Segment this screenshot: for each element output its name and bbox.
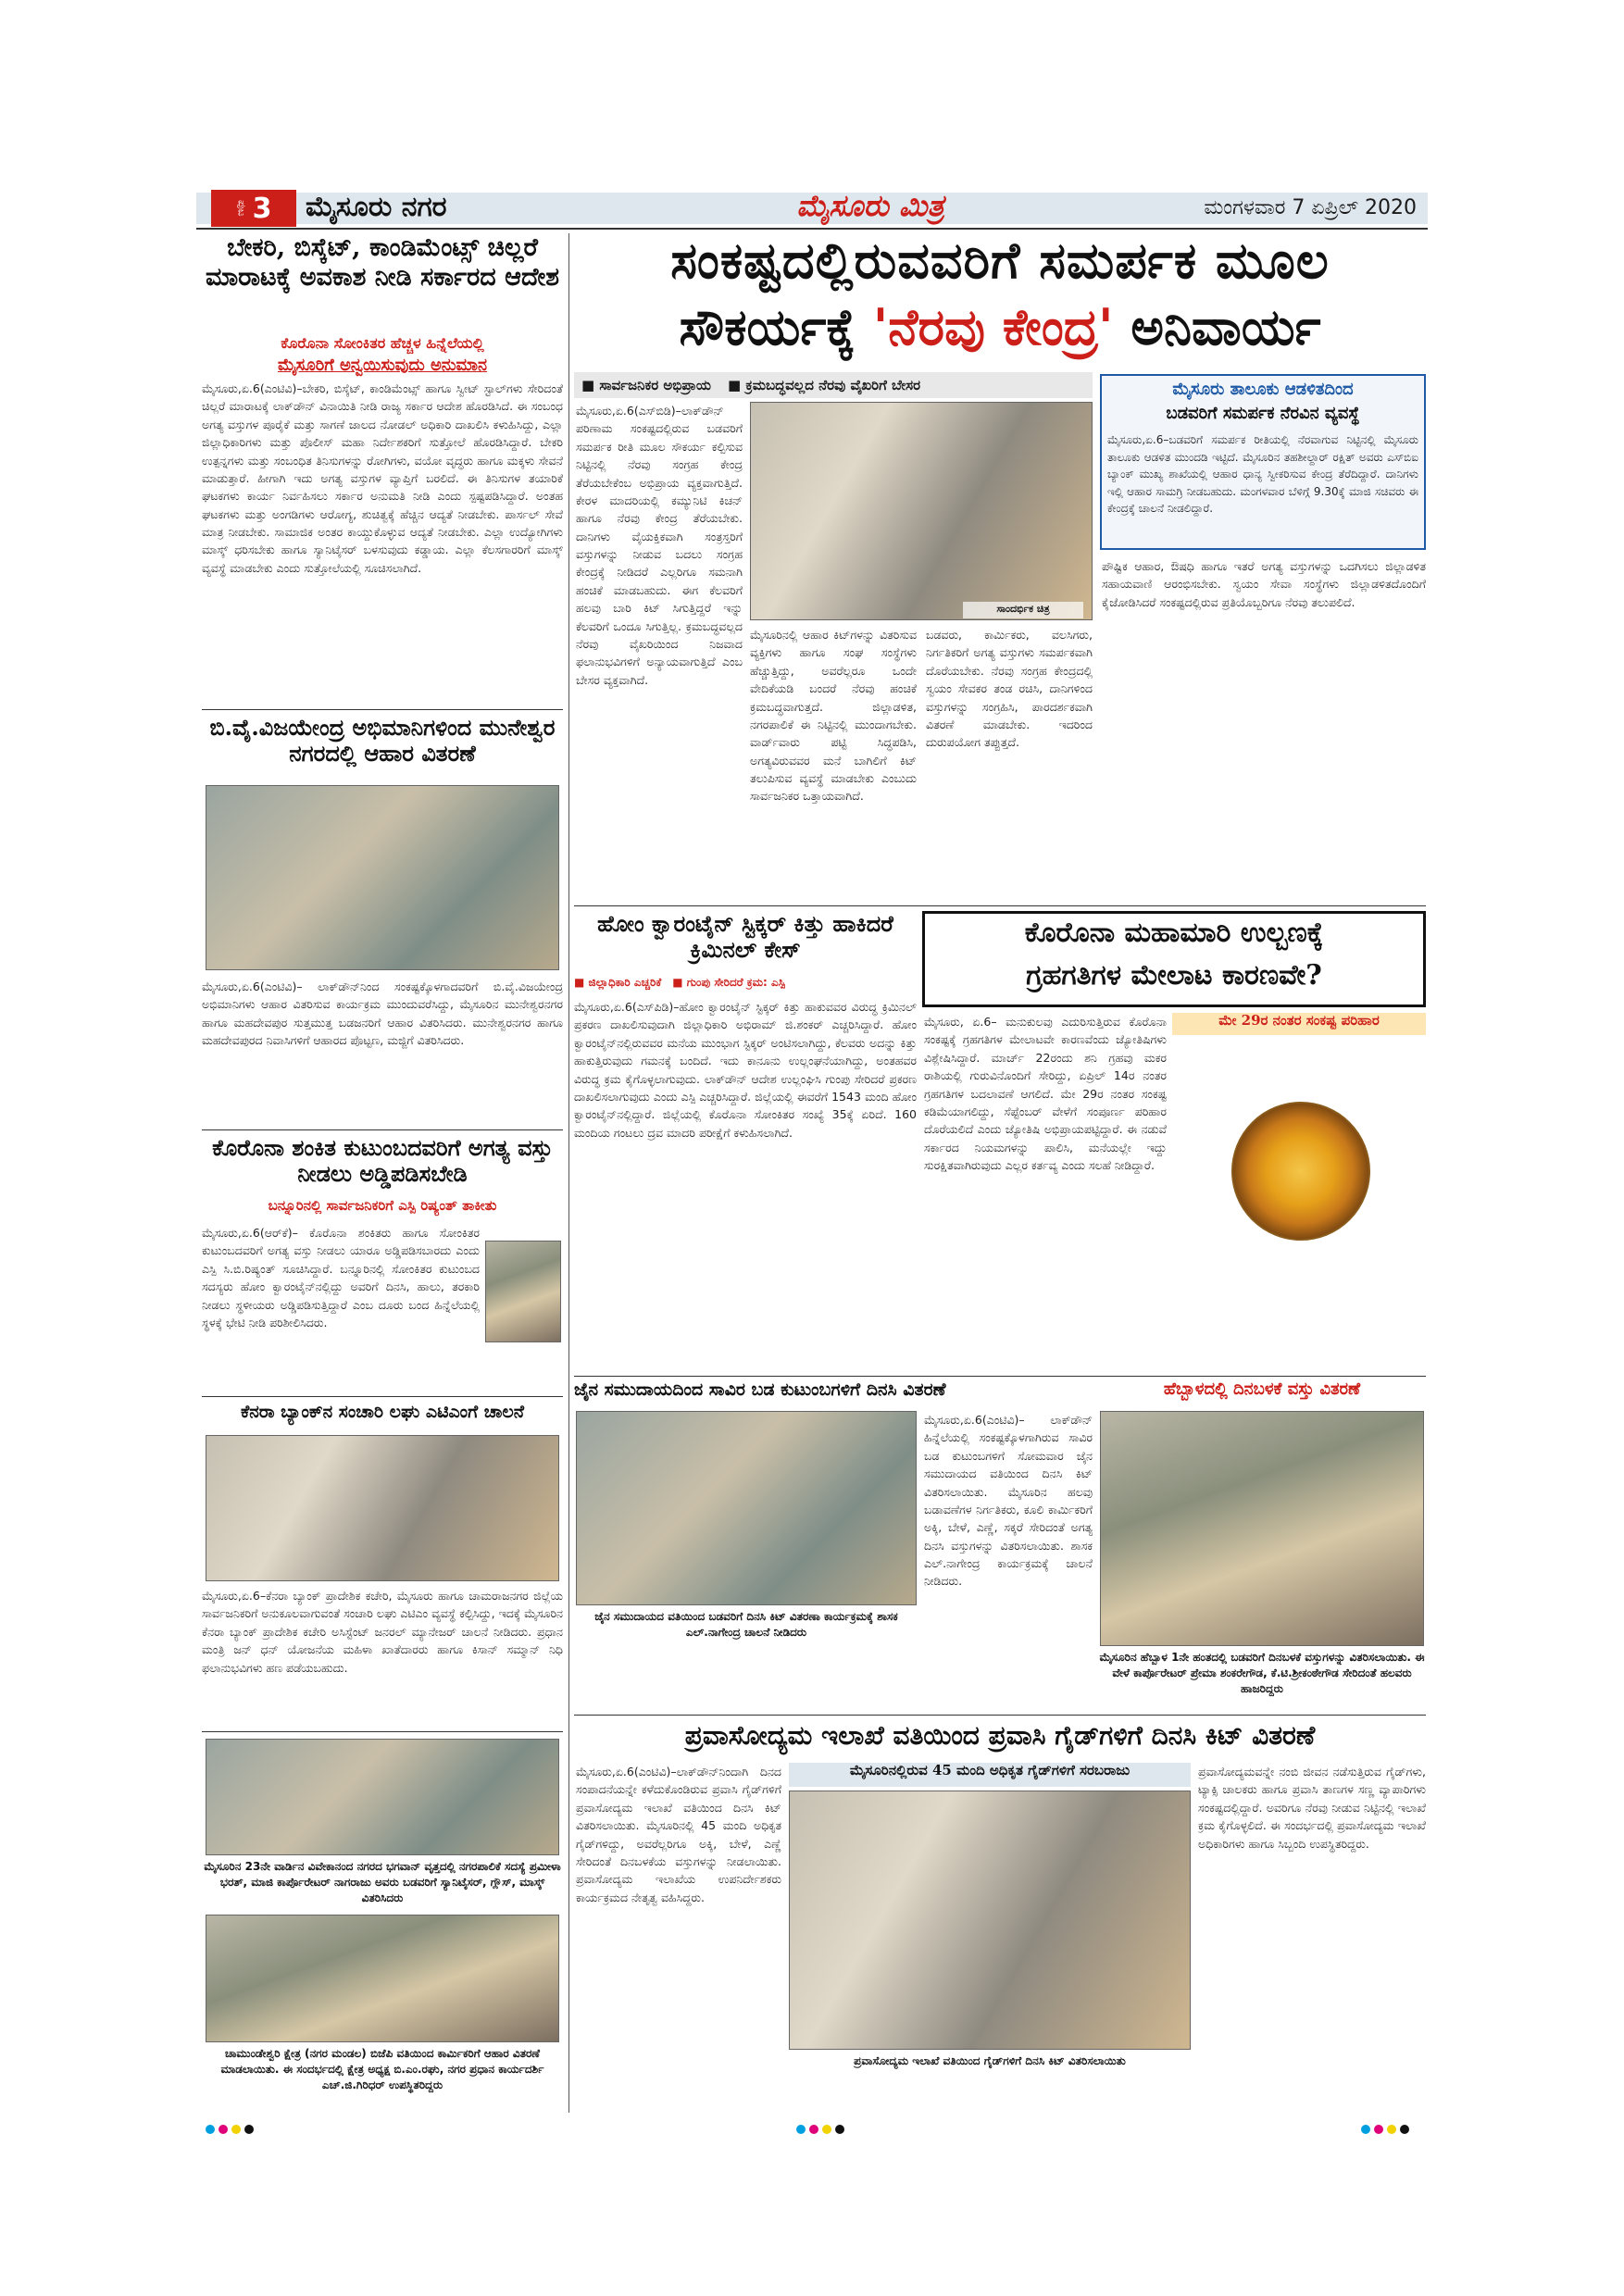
banner-col-4: ಪೌಷ್ಟಿಕ ಆಹಾರ, ಔಷಧಿ ಹಾಗೂ ಇತರೆ ಅಗತ್ಯ ವಸ್ತುಗಳನ್ನು ಒದಗಿಸಲು ಜಿಲ್ಲಾಡಳಿತ ಸಹಾಯವಾಣಿ ಆರಂಭಿಸಬೇಕು. ಸ್ವಯಂ ಸೇವಾ ಸಂಸ್ಥೆಗಳು ಜಿಲ್ಲಾಡಳಿತದೊಂದಿಗೆ ಕೈಜೋಡಿಸಿದರೆ ಸಂಕಷ್ಟದಲ್ಲಿರುವ ಪ್ರತಿಯೊಬ್ಬರಿಗೂ ನೆರವು ತಲುಪಲಿದೆ.	[1102, 559, 1426, 609]
banner-col-1: ಮೈಸೂರು,ಏ.6(ಎಸ್‌ಬಿಡಿ)–ಲಾಕ್‌ಡೌನ್ ಪರಿಣಾಮ ಸಂಕಷ್ಟದಲ್ಲಿರುವ ಬಡವರಿಗೆ ಸಮರ್ಪಕ ರೀತಿ ಮೂಲ ಸೌಕರ್ಯ ಕಲ್ಪಿಸುವ ನಿಟ್ಟಿನಲ್ಲಿ ನೆರವು ಸಂಗ್ರಹ ಕೇಂದ್ರ ತೆರೆಯಬೇಕೆಂಬ ಅಭಿಪ್ರಾಯ ವ್ಯಕ್ತವಾಗುತ್ತಿದೆ. ಕೇರಳ ಮಾದರಿಯಲ್ಲಿ ಕಮ್ಯುನಿಟಿ ಕಿಚನ್ ಹಾಗೂ ನೆರವು ಕೇಂದ್ರ ತೆರೆಯಬೇಕು. ದಾನಿಗಳು ವೈಯಕ್ತಿಕವಾಗಿ ಸಂತ್ರಸ್ತರಿಗೆ ವಸ್ತುಗಳನ್ನು ನೀಡುವ ಬದಲು ಸಂಗ್ರಹ ಕೇಂದ್ರಕ್ಕೆ ನೀಡಿದರೆ ಎಲ್ಲರಿಗೂ ಸಮನಾಗಿ ಹಂಚಿಕೆ ಮಾಡಬಹುದು. ಈಗ ಕೆಲವರಿಗೆ ಹಲವು ಬಾರಿ ಕಿಟ್ ಸಿಗುತ್ತಿದ್ದರೆ ಇನ್ನು ಕೆಲವರಿಗೆ ಒಂದೂ ಸಿಗುತ್ತಿಲ್ಲ. ಕ್ರಮಬದ್ಧವಲ್ಲದ ನೆರವು ವೈಖರಿಯಿಂದ ನಿಜವಾದ ಫಲಾನುಭವಿಗಳಿಗೆ ಅನ್ಯಾಯವಾಗುತ್ತಿದೆ ಎಂಬ ಬೇಸರ ವ್ಯಕ್ತವಾಗಿದೆ.	[576, 404, 743, 687]
canara-headline: ಕೆನರಾ ಬ್ಯಾಂಕ್‌ನ ಸಂಚಾರಿ ಲಘು ಎಟಿಎಂಗೆ ಚಾಲನೆ	[240, 1402, 525, 1422]
bakery-subhead-1: ಕೊರೊನಾ ಸೋಂಕಿತರ ಹೆಚ್ಚಳ ಹಿನ್ನೆಲೆಯಲ್ಲಿ	[281, 334, 484, 352]
bjp-food-photo-caption: ಚಾಮುಂಡೇಶ್ವರಿ ಕ್ಷೇತ್ರ (ನಗರ ಮಂಡಲ) ಬಿಜೆಪಿ ವತಿಯಿಂದ ಕಾರ್ಮಿಕರಿಗೆ ಆಹಾರ ವಿತರಣೆ ಮಾಡಲಾಯಿತು. ಈ ಸಂದರ್ಭದಲ್ಲಿ ಕ್ಷೇತ್ರ ಅಧ್ಯಕ್ಷ ಬಿ.ಎಂ.ರಘು, ನಗರ ಪ್ರಧಾನ ಕಾರ್ಯದರ್ಶಿ ಎಚ್.ಜಿ.ಗಿರಿಧರ್ ಉಪಸ್ಥಿತರಿದ್ದರು	[220, 2047, 544, 2091]
hebbal-photo-caption: ಮೈಸೂರಿನ ಹೆಬ್ಬಾಳ 1ನೇ ಹಂತದಲ್ಲಿ ಬಡವರಿಗೆ ದಿನಬಳಕೆ ವಸ್ತುಗಳನ್ನು ವಿತರಿಸಲಾಯಿತು. ಈ ವೇಳೆ ಕಾರ್ಪೊರೇಟರ್ ಪ್ರೇಮಾ ಶಂಕರೇಗೌಡ, ಕೆ.ಟಿ.ಶ್ರೀಕಂಠೇಗೌಡ ಸೇರಿದಂತೆ ಹಲವರು ಹಾಜರಿದ್ದರು	[1099, 1651, 1425, 1695]
banner-kicker-1: ■ ಸಾರ್ವಜನಿಕರ ಅಭಿಪ್ರಾಯ	[581, 377, 711, 393]
jain-photo-caption: ಜೈನ ಸಮುದಾಯದ ವತಿಯಿಂದ ಬಡವರಿಗೆ ದಿನಸಿ ಕಿಟ್ ವಿತರಣಾ ಕಾರ್ಯಕ್ರಮಕ್ಕೆ ಶಾಸಕ ಎಲ್.ನಾಗೇಂದ್ರ ಚಾಲನೆ ನೀಡಿದರು	[594, 1610, 898, 1639]
astro-headline-2: ಗ್ರಹಗತಿಗಳ ಮೇಲಾಟ ಕಾರಣವೇ?	[1026, 959, 1322, 992]
reg-dot-cyan	[206, 2125, 215, 2134]
page-number: 3	[252, 192, 272, 225]
tourism-body-2: ಪ್ರವಾಸೋದ್ಯಮವನ್ನೇ ನಂಬಿ ಜೀವನ ನಡೆಸುತ್ತಿರುವ ಗೈಡ್‌ಗಳು, ಟ್ಯಾಕ್ಸಿ ಚಾಲಕರು ಹಾಗೂ ಪ್ರವಾಸಿ ತಾಣಗಳ ಸಣ್ಣ ವ್ಯಾಪಾರಿಗಳು ಸಂಕಷ್ಟದಲ್ಲಿದ್ದಾರೆ. ಅವರಿಗೂ ನೆರವು ನೀಡುವ ನಿಟ್ಟಿನಲ್ಲಿ ಇಲಾಖೆ ಕ್ರಮ ಕೈಗೊಳ್ಳಲಿದೆ. ಈ ಸಂದರ್ಭದಲ್ಲಿ ಪ್ರವಾಸೋದ್ಯಮ ಇಲಾಖೆ ಅಧಿಕಾರಿಗಳು ಹಾಗೂ ಸಿಬ್ಬಂದಿ ಉಪಸ್ಥಿತರಿದ್ದರು.	[1198, 1765, 1426, 1851]
quarantine-kicker-1: ■ ಜಿಲ್ಲಾಧಿಕಾರಿ ಎಚ್ಚರಿಕೆ	[574, 976, 662, 989]
banner-photo-caption: ಸಾಂದರ್ಭಿಕ ಚಿತ್ರ	[963, 602, 1083, 618]
vijayendra-photo	[206, 785, 559, 970]
registration-marks-center	[796, 2120, 870, 2131]
quarantine-body: ಮೈಸೂರು,ಏ.6(ಎಸ್‌ಪಿಡಿ)–ಹೋಂ ಕ್ವಾರಂಟೈನ್ ಸ್ಟಿಕ್ಕರ್ ಕಿತ್ತು ಹಾಕುವವರ ವಿರುದ್ಧ ಕ್ರಿಮಿನಲ್ ಪ್ರಕರಣ ದಾಖಲಿಸುವುದಾಗಿ ಜಿಲ್ಲಾಧಿಕಾರಿ ಅಭಿರಾಮ್ ಜಿ.ಶಂಕರ್ ಎಚ್ಚರಿಸಿದ್ದಾರೆ. ಹೋಂ ಕ್ವಾರಂಟೈನ್‌ನಲ್ಲಿರುವವರ ಮನೆಯ ಮುಂಭಾಗ ಸ್ಟಿಕ್ಕರ್ ಅಂಟಿಸಲಾಗಿದ್ದು, ಕೆಲವರು ಅದನ್ನು ಕಿತ್ತು ಹಾಕುತ್ತಿರುವುದು ಗಮನಕ್ಕೆ ಬಂದಿದೆ. ಇದು ಕಾನೂನು ಉಲ್ಲಂಘನೆಯಾಗಿದ್ದು, ಅಂತಹವರ ವಿರುದ್ಧ ಕ್ರಮ ಕೈಗೊಳ್ಳಲಾಗುವುದು. ಲಾಕ್‌ಡೌನ್ ಆದೇಶ ಉಲ್ಲಂಘಿಸಿ ಗುಂಪು ಸೇರಿದರೆ ಪ್ರಕರಣ ದಾಖಲಿಸಲಾಗುವುದು ಎಂದು ಎಸ್ಪಿ ಎಚ್ಚರಿಸಿದ್ದಾರೆ. ಜಿಲ್ಲೆಯಲ್ಲಿ ಈವರೆಗೆ 1543 ಮಂದಿ ಹೋಂ ಕ್ವಾರಂಟೈನ್‌ನಲ್ಲಿದ್ದಾರೆ. ಜಿಲ್ಲೆಯಲ್ಲಿ ಕೊರೊನಾ ಸೋಂಕಿತರ ಸಂಖ್ಯೆ 35ಕ್ಕೆ ಏರಿದೆ. 160 ಮಂದಿಯ ಗಂಟಲು ದ್ರವ ಮಾದರಿ ಪರೀಕ್ಷೆಗೆ ಕಳುಹಿಸಲಾಗಿದೆ.	[574, 1000, 917, 1140]
jain-body: ಮೈಸೂರು,ಏ.6(ಎಂಟಿವಿ)– ಲಾಕ್‌ಡೌನ್ ಹಿನ್ನೆಲೆಯಲ್ಲಿ ಸಂಕಷ್ಟಕ್ಕೊಳಗಾಗಿರುವ ಸಾವಿರ ಬಡ ಕುಟುಂಬಗಳಿಗೆ ಸೋಮವಾರ ಜೈನ ಸಮುದಾಯದ ವತಿಯಿಂದ ದಿನಸಿ ಕಿಟ್ ವಿತರಿಸಲಾಯಿತು. ಮೈಸೂರಿನ ಹಲವು ಬಡಾವಣೆಗಳ ನಿರ್ಗತಿಕರು, ಕೂಲಿ ಕಾರ್ಮಿಕರಿಗೆ ಅಕ್ಕಿ, ಬೇಳೆ, ಎಣ್ಣೆ, ಸಕ್ಕರೆ ಸೇರಿದಂತೆ ಅಗತ್ಯ ದಿನಸಿ ವಸ್ತುಗಳನ್ನು ವಿತರಿಸಲಾಯಿತು. ಶಾಸಕ ಎಲ್.ನಾಗೇಂದ್ರ ಕಾರ್ಯಕ್ರಮಕ್ಕೆ ಚಾಲನೆ ನೀಡಿದರು.	[924, 1413, 1093, 1589]
jain-headline: ಜೈನ ಸಮುದಾಯದಿಂದ ಸಾವಿರ ಬಡ ಕುಟುಂಬಗಳಿಗೆ ದಿನಸಿ ವಿತರಣೆ	[574, 1379, 946, 1400]
reg-dot-black	[1400, 2125, 1409, 2134]
banner-col-2: ಮೈಸೂರಿನಲ್ಲಿ ಆಹಾರ ಕಿಟ್‌ಗಳನ್ನು ವಿತರಿಸುವ ವ್ಯಕ್ತಿಗಳು ಹಾಗೂ ಸಂಘ ಸಂಸ್ಥೆಗಳು ಹೆಚ್ಚುತ್ತಿದ್ದು, ಅವರೆಲ್ಲರೂ ಒಂದೇ ವೇದಿಕೆಯಡಿ ಬಂದರೆ ನೆರವು ಹಂಚಿಕೆ ಕ್ರಮಬದ್ಧವಾಗುತ್ತದೆ. ಜಿಲ್ಲಾಡಳಿತ, ನಗರಪಾಲಿಕೆ ಈ ನಿಟ್ಟಿನಲ್ಲಿ ಮುಂದಾಗಬೇಕು. ವಾರ್ಡ್‌ವಾರು ಪಟ್ಟಿ ಸಿದ್ಧಪಡಿಸಿ, ಅಗತ್ಯವಿರುವವರ ಮನೆ ಬಾಗಿಲಿಗೆ ಕಿಟ್ ತಲುಪಿಸುವ ವ್ಯವಸ್ಥೆ ಮಾಡಬೇಕು ಎಂಬುದು ಸಾರ್ವಜನಿಕರ ಒತ್ತಾಯವಾಗಿದೆ.	[750, 628, 917, 804]
banner-line-2-quote: 'ನೆರವು ಕೇಂದ್ರ'	[872, 297, 1114, 356]
zodiac-wheel-image	[1231, 1102, 1370, 1241]
reg-dot-yellow	[822, 2125, 831, 2134]
reg-dot-magenta	[219, 2125, 228, 2134]
astro-body: ಮೈಸೂರು, ಏ.6– ಮನುಕುಲವು ಎದುರಿಸುತ್ತಿರುವ ಕೊರೊನಾ ಸಂಕಷ್ಟಕ್ಕೆ ಗ್ರಹಗತಿಗಳ ಮೇಲಾಟವೇ ಕಾರಣವೆಂದು ಜ್ಯೋತಿಷಿಗಳು ವಿಶ್ಲೇಷಿಸಿದ್ದಾರೆ. ಮಾರ್ಚ್ 22ರಂದು ಶನಿ ಗ್ರಹವು ಮಕರ ರಾಶಿಯಲ್ಲಿ ಗುರುವಿನೊಂದಿಗೆ ಸೇರಿದ್ದು, ಏಪ್ರಿಲ್ 14ರ ನಂತರ ಗ್ರಹಗತಿಗಳ ಬದಲಾವಣೆ ಆಗಲಿದೆ. ಮೇ 29ರ ನಂತರ ಸಂಕಷ್ಟ ಕಡಿಮೆಯಾಗಲಿದ್ದು, ಸೆಪ್ಟೆಂಬರ್ ವೇಳೆಗೆ ಸಂಪೂರ್ಣ ಪರಿಹಾರ ದೊರೆಯಲಿದೆ ಎಂದು ಜ್ಯೋತಿಷಿ ಅಭಿಪ್ರಾಯಪಟ್ಟಿದ್ದಾರೆ. ಈ ನಡುವೆ ಸರ್ಕಾರದ ನಿಯಮಗಳನ್ನು ಪಾಲಿಸಿ, ಮನೆಯಲ್ಲೇ ಇದ್ದು ಸುರಕ್ಷಿತವಾಗಿರುವುದು ಎಲ್ಲರ ಕರ್ತವ್ಯ ಎಂದು ಸಲಹೆ ನೀಡಿದ್ದಾರೆ.	[924, 1015, 1167, 1172]
quarantine-kickers	[574, 976, 917, 996]
reg-dot-cyan	[796, 2125, 806, 2134]
divider	[574, 1376, 1426, 1377]
divider	[202, 709, 563, 710]
vijayendra-body: ಮೈಸೂರು,ಏ.6(ಎಂಟಿವಿ)– ಲಾಕ್‌ಡೌನ್‌ನಿಂದ ಸಂಕಷ್ಟಕ್ಕೊಳಗಾದವರಿಗೆ ಬಿ.ವೈ.ವಿಜಯೇಂದ್ರ ಅಭಿಮಾನಿಗಳು ಆಹಾರ ವಿತರಿಸುವ ಕಾರ್ಯಕ್ರಮ ಮುಂದುವರೆಸಿದ್ದು, ಮೈಸೂರಿನ ಮುನೇಶ್ವರನಗರ ಹಾಗೂ ಮಹದೇವಪುರ ಸುತ್ತಮುತ್ತ ಬಡಜನರಿಗೆ ಆಹಾರ ವಿತರಿಸಿದರು. ಮುನೇಶ್ವರನಗರ ಹಾಗೂ ಮಹದೇವಪುರದ ನಿವಾಸಿಗಳಿಗೆ ಆಹಾರದ ಪೊಟ್ಟಣ, ಮಜ್ಜಿಗೆ ವಿತರಿಸಿದರು.	[202, 980, 563, 1048]
divider	[202, 1731, 563, 1732]
astro-subhead: ಮೇ 29ರ ನಂತರ ಸಂಕಷ್ಟ ಪರಿಹಾರ	[1172, 1013, 1426, 1035]
vijayendra-headline: ಬಿ.ವೈ.ವಿಜಯೇಂದ್ರ ಅಭಿಮಾನಿಗಳಿಂದ ಮುನೇಶ್ವರ ನಗರದಲ್ಲಿ ಆಹಾರ ವಿತರಣೆ	[209, 714, 556, 767]
reg-dot-cyan	[1361, 2125, 1370, 2134]
masthead-rule	[196, 228, 1428, 230]
jain-photo	[576, 1411, 917, 1605]
corona-family-subhead: ಬನ್ನೂರಿನಲ್ಲಿ ಸಾರ್ವಜನಿಕರಿಗೆ ಎಸ್ಪಿ ರಿಷ್ಯಂತ್ ತಾಕೀತು	[268, 1197, 497, 1214]
banner-line-1: ಸಂಕಷ್ಟದಲ್ಲಿರುವವರಿಗೆ ಸಮರ್ಪಕ ಮೂಲ	[670, 231, 1330, 290]
canara-atm-photo	[206, 1435, 559, 1581]
reg-dot-black	[835, 2125, 844, 2134]
page-label: ಪುಟ	[235, 200, 249, 217]
paper-name: ಮೈಸೂರು ಮಿತ್ರ	[796, 188, 944, 223]
bakery-headline: ಬೇಕರಿ, ಬಿಸ್ಕೆಟ್, ಕಾಂಡಿಮೆಂಟ್ಸ್ ಚಿಲ್ಲರೆ ಮಾರಾಟಕ್ಕೆ ಅವಕಾಶ ನೀಡಿ ಸರ್ಕಾರದ ಆದೇಶ	[205, 233, 560, 292]
banner-line-2-pre: ಸೌಕರ್ಯಕ್ಕೆ	[679, 297, 856, 356]
tourism-body-1: ಮೈಸೂರು,ಏ.6(ಎಂಟಿವಿ)–ಲಾಕ್‌ಡೌನ್‌ನಿಂದಾಗಿ ದಿನದ ಸಂಪಾದನೆಯನ್ನೇ ಕಳೆದುಕೊಂಡಿರುವ ಪ್ರವಾಸಿ ಗೈಡ್‌ಗಳಿಗೆ ಪ್ರವಾಸೋದ್ಯಮ ಇಲಾಖೆ ವತಿಯಿಂದ ದಿನಸಿ ಕಿಟ್ ವಿತರಿಸಲಾಯಿತು. ಮೈಸೂರಿನಲ್ಲಿ 45 ಮಂದಿ ಅಧಿಕೃತ ಗೈಡ್‌ಗಳಿದ್ದು, ಅವರೆಲ್ಲರಿಗೂ ಅಕ್ಕಿ, ಬೇಳೆ, ಎಣ್ಣೆ ಸೇರಿದಂತೆ ದಿನಬಳಕೆಯ ವಸ್ತುಗಳನ್ನು ನೀಡಲಾಯಿತು. ಪ್ರವಾಸೋದ್ಯಮ ಇಲಾಖೆಯ ಉಪನಿರ್ದೇಶಕರು ಕಾರ್ಯಕ್ರಮದ ನೇತೃತ್ವ ವಹಿಸಿದ್ದರು.	[576, 1765, 781, 1904]
bakery-body: ಮೈಸೂರು,ಏ.6(ಎಂಟಿವಿ)–ಬೇಕರಿ, ಬಿಸ್ಕೆಟ್, ಕಾಂಡಿಮೆಂಟ್ಸ್ ಹಾಗೂ ಸ್ವೀಟ್ ಸ್ಟಾಲ್‌ಗಳು ಸೇರಿದಂತೆ ಚಿಲ್ಲರೆ ಮಾರಾಟಕ್ಕೆ ಲಾಕ್‌ಡೌನ್ ವಿನಾಯಿತಿ ನೀಡಿ ರಾಜ್ಯ ಸರ್ಕಾರ ಆದೇಶ ಹೊರಡಿಸಿದೆ. ಈ ಸಂಬಂಧ ಅಗತ್ಯ ವಸ್ತುಗಳ ಪೂರೈಕೆ ಮತ್ತು ಸಾಗಣೆ ಜಾಲದ ನೋಡಲ್ ಅಧಿಕಾರಿ ದಾಖಲಿಸಿ ಕಳುಹಿಸಿದ್ದು, ಎಲ್ಲಾ ಜಿಲ್ಲಾಧಿಕಾರಿಗಳು ಮತ್ತು ಪೊಲೀಸ್ ಮಹಾ ನಿರ್ದೇಶಕರಿಗೆ ಸುತ್ತೋಲೆ ಹೊರಡಿಸಿದ್ದಾರೆ. ಬೇಕರಿ ಉತ್ಪನ್ನಗಳು ಮತ್ತು ಸಂಬಂಧಿತ ತಿನಿಸುಗಳನ್ನು ರೋಗಿಗಳು, ವಯೋ ವೃದ್ಧರು ಹಾಗೂ ಮಕ್ಕಳು ಸೇವನೆ ಮಾಡುತ್ತಾರೆ. ಹೀಗಾಗಿ ಇದು ಅಗತ್ಯ ವಸ್ತುಗಳ ವ್ಯಾಪ್ತಿಗೆ ಬರಲಿದೆ. ಈ ತಿನಿಸುಗಳ ತಯಾರಿಕೆ ಘಟಕಗಳು ಕಾರ್ಯ ನಿರ್ವಹಿಸಲು ಸರ್ಕಾರ ಅನುಮತಿ ನೀಡಿ ಎಂದು ಸ್ಪಷ್ಟಪಡಿಸಿದ್ದಾರೆ. ಅಂತಹ ಘಟಕಗಳು ಮತ್ತು ಅಂಗಡಿಗಳು ಆರೋಗ್ಯ, ಶುಚಿತ್ವಕ್ಕೆ ಹೆಚ್ಚಿನ ಆದ್ಯತೆ ನೀಡಬೇಕು. ಪಾರ್ಸಲ್ ಸೇವೆ ಮಾತ್ರ ನೀಡಬೇಕು. ಸಾಮಾಜಿಕ ಅಂತರ ಕಾಯ್ದುಕೊಳ್ಳುವ ಆದ್ಯತೆ ನೀಡಬೇಕು. ಎಲ್ಲಾ ಉದ್ಯೋಗಿಗಳು ಮಾಸ್ಕ್ ಧರಿಸಬೇಕು ಹಾಗೂ ಸ್ಯಾನಿಟೈಸರ್ ಬಳಸುವುದು ಕಡ್ಡಾಯ. ಎಲ್ಲಾ ಕೆಲಸಗಾರರಿಗೆ ಮಾಸ್ಕ್ ವ್ಯವಸ್ಥೆ ಮಾಡಬೇಕು ಎಂದು ಸುತ್ತೋಲೆಯಲ್ಲಿ ಸೂಚಿಸಲಾಗಿದೆ.	[202, 381, 563, 575]
banner-kicker-2: ■ ಕ್ರಮಬದ್ಧವಲ್ಲದ ನೆರವು ವೈಖರಿಗೆ ಬೇಸರ	[727, 377, 921, 393]
banner-donations-photo	[750, 402, 1093, 620]
sp-portrait-photo	[485, 1241, 561, 1342]
divider	[202, 1129, 563, 1130]
corona-family-body: ಮೈಸೂರು,ಏ.6(ಆರ್‌ಕೆ)– ಕೊರೊನಾ ಶಂಕಿತರು ಹಾಗೂ ಸೋಂಕಿತರ ಕುಟುಂಬದವರಿಗೆ ಅಗತ್ಯ ವಸ್ತು ನೀಡಲು ಯಾರೂ ಅಡ್ಡಿಪಡಿಸಬಾರದು ಎಂದು ಎಸ್ಪಿ ಸಿ.ಬಿ.ರಿಷ್ಯಂತ್ ಸೂಚಿಸಿದ್ದಾರೆ. ಬನ್ನೂರಿನಲ್ಲಿ ಸೋಂಕಿತರ ಕುಟುಂಬದ ಸದಸ್ಯರು ಹೋಂ ಕ್ವಾರಂಟೈನ್‌ನಲ್ಲಿದ್ದು ಅವರಿಗೆ ದಿನಸಿ, ಹಾಲು, ತರಕಾರಿ ನೀಡಲು ಸ್ಥಳೀಯರು ಅಡ್ಡಿಪಡಿಸುತ್ತಿದ್ದಾರೆ ಎಂಬ ದೂರು ಬಂದ ಹಿನ್ನೆಲೆಯಲ್ಲಿ ಸ್ಥಳಕ್ಕೆ ಭೇಟಿ ನೀಡಿ ಪರಿಶೀಲಿಸಿದರು.	[202, 1226, 480, 1329]
astro-headline-1: ಕೊರೊನಾ ಮಹಾಮಾರಿ ಉಲ್ಬಣಕ್ಕೆ	[1024, 917, 1324, 949]
taluk-headline-2: ಬಡವರಿಗೆ ಸಮರ್ಪಕ ನೆರವಿನ ವ್ಯವಸ್ಥೆ	[1166, 404, 1360, 423]
tourism-photo-caption: ಪ್ರವಾಸೋದ್ಯಮ ಇಲಾಖೆ ವತಿಯಿಂದ ಗೈಡ್‌ಗಳಿಗೆ ದಿನಸಿ ಕಿಟ್ ವಿತರಿಸಲಾಯಿತು	[854, 2054, 1126, 2067]
reg-dot-magenta	[809, 2125, 818, 2134]
banner-line-2-post: ಅನಿವಾರ್ಯ	[1131, 297, 1321, 356]
registration-marks-right	[1361, 2120, 1435, 2131]
banner-kicker-strip	[574, 372, 1093, 398]
bjp-food-photo	[206, 1915, 559, 2042]
banner-col-3: ಬಡವರು, ಕಾರ್ಮಿಕರು, ವಲಸಿಗರು, ನಿರ್ಗತಿಕರಿಗೆ ಅಗತ್ಯ ವಸ್ತುಗಳು ಸಮರ್ಪಕವಾಗಿ ದೊರೆಯಬೇಕು. ನೆರವು ಸಂಗ್ರಹ ಕೇಂದ್ರದಲ್ಲಿ ಸ್ವಯಂ ಸೇವಕರ ತಂಡ ರಚಿಸಿ, ದಾನಿಗಳಿಂದ ವಸ್ತುಗಳನ್ನು ಸಂಗ್ರಹಿಸಿ, ಪಾರದರ್ಶಕವಾಗಿ ವಿತರಣೆ ಮಾಡಬೇಕು. ಇದರಿಂದ ದುರುಪಯೋಗ ತಪ್ಪುತ್ತದೆ.	[926, 628, 1093, 750]
tourism-subhead: ಮೈಸೂರಿನಲ್ಲಿರುವ 45 ಮಂದಿ ಅಧಿಕೃತ ಗೈಡ್‌ಗಳಿಗೆ ಸರಬರಾಜು	[789, 1763, 1191, 1787]
divider	[574, 1715, 1426, 1716]
quarantine-headline: ಹೋಂ ಕ್ವಾರಂಟೈನ್ ಸ್ಟಿಕ್ಕರ್ ಕಿತ್ತು ಹಾಕಿದರೆ ಕ್ರಿಮಿನಲ್ ಕೇಸ್	[597, 910, 893, 964]
taluk-headline-1: ಮೈಸೂರು ತಾಲೂಕು ಆಡಳಿತದಿಂದ	[1172, 380, 1354, 399]
reg-dot-magenta	[1374, 2125, 1383, 2134]
reg-dot-yellow	[231, 2125, 241, 2134]
issue-date: ಮಂಗಳವಾರ 7 ಏಪ್ರಿಲ್ 2020	[1204, 196, 1417, 219]
hebbal-photo	[1100, 1411, 1424, 1646]
reg-dot-yellow	[1387, 2125, 1396, 2134]
canara-body: ಮೈಸೂರು,ಏ.6–ಕೆನರಾ ಬ್ಯಾಂಕ್ ಪ್ರಾದೇಶಿಕ ಕಚೇರಿ, ಮೈಸೂರು ಹಾಗೂ ಚಾಮರಾಜನಗರ ಜಿಲ್ಲೆಯ ಸಾರ್ವಜನಿಕರಿಗೆ ಅನುಕೂಲವಾಗುವಂತೆ ಸಂಚಾರಿ ಲಘು ಎಟಿಎಂ ವ್ಯವಸ್ಥೆ ಕಲ್ಪಿಸಿದ್ದು, ಇದಕ್ಕೆ ಮೈಸೂರಿನ ಕೆನರಾ ಬ್ಯಾಂಕ್ ಪ್ರಾದೇಶಿಕ ಕಚೇರಿ ಅಸಿಸ್ಟೆಂಟ್ ಜನರಲ್ ಮ್ಯಾನೇಜರ್ ಚಾಲನೆ ನೀಡಿದರು. ಪ್ರಧಾನ ಮಂತ್ರಿ ಜನ್ ಧನ್ ಯೋಜನೆಯ ಮಹಿಳಾ ಖಾತೆದಾರರು ಹಾಗೂ ಕಿಸಾನ್ ಸಮ್ಮಾನ್ ನಿಧಿ ಫಲಾನುಭವಿಗಳು ಹಣ ಪಡೆಯಬಹುದು.	[202, 1589, 563, 1675]
ward-photo-caption: ಮೈಸೂರಿನ 23ನೇ ವಾರ್ಡಿನ ವಿವೇಕಾನಂದ ನಗರದ ಭಗವಾನ್ ವೃತ್ತದಲ್ಲಿ ನಗರಪಾಲಿಕೆ ಸದಸ್ಯೆ ಪ್ರಮೀಳಾ ಭರತ್, ಮಾಜಿ ಕಾರ್ಪೊರೇಟರ್ ನಾಗರಾಜು ಅವರು ಬಡವರಿಗೆ ಸ್ಯಾನಿಟೈಸರ್, ಗ್ಲೌಸ್, ಮಾಸ್ಕ್ ವಿತರಿಸಿದರು	[204, 1860, 561, 1904]
column-separator	[568, 233, 569, 2113]
quarantine-kicker-2: ■ ಗುಂಪು ಸೇರಿದರೆ ಕ್ರಮ: ಎಸ್ಪಿ	[672, 976, 786, 989]
section-name: ಮೈಸೂರು ನಗರ	[306, 191, 447, 223]
reg-dot-black	[244, 2125, 254, 2134]
tourism-photo	[789, 1791, 1191, 2050]
bakery-subhead-2: ಮೈಸೂರಿಗೆ ಅನ್ವಯಿಸುವುದು ಅನುಮಾನ	[277, 356, 488, 375]
registration-marks-left	[206, 2120, 280, 2131]
corona-family-headline: ಕೊರೊನಾ ಶಂಕಿತ ಕುಟುಂಬದವರಿಗೆ ಅಗತ್ಯ ವಸ್ತು ನೀಡಲು ಅಡ್ಡಿಪಡಿಸಬೇಡಿ	[212, 1134, 553, 1188]
ward-photo	[206, 1739, 559, 1855]
taluk-body: ಮೈಸೂರು,ಏ.6–ಬಡವರಿಗೆ ಸಮರ್ಪಕ ರೀತಿಯಲ್ಲಿ ನೆರವಾಗುವ ನಿಟ್ಟಿನಲ್ಲಿ ಮೈಸೂರು ತಾಲೂಕು ಆಡಳಿತ ಮುಂದಡಿ ಇಟ್ಟಿದೆ. ಮೈಸೂರಿನ ತಹಶೀಲ್ದಾರ್ ರಕ್ಷಿತ್ ಅವರು ಎಸ್‌ಬಿಐ ಬ್ಯಾಂಕ್ ಮುಖ್ಯ ಶಾಖೆಯಲ್ಲಿ ಆಹಾರ ಧಾನ್ಯ ಸ್ವೀಕರಿಸುವ ಕೇಂದ್ರ ತೆರೆದಿದ್ದಾರೆ. ದಾನಿಗಳು ಇಲ್ಲಿ ಆಹಾರ ಸಾಮಗ್ರಿ ನೀಡಬಹುದು. ಮಂಗಳವಾರ ಬೆಳಿಗ್ಗೆ 9.30ಕ್ಕೆ ಮಾಜಿ ಸಚಿವರು ಈ ಕೇಂದ್ರಕ್ಕೆ ಚಾಲನೆ ನೀಡಲಿದ್ದಾರೆ.	[1107, 433, 1418, 516]
page-number-badge	[211, 190, 296, 227]
banner-line-2	[574, 298, 1426, 368]
divider	[202, 1396, 563, 1397]
tourism-headline: ಪ್ರವಾಸೋದ್ಯಮ ಇಲಾಖೆ ವತಿಯಿಂದ ಪ್ರವಾಸಿ ಗೈಡ್‌ಗಳಿಗೆ ದಿನಸಿ ಕಿಟ್ ವಿತರಣೆ	[684, 1720, 1316, 1751]
hebbal-headline: ಹೆಬ್ಬಾಳದಲ್ಲಿ ದಿನಬಳಕೆ ವಸ್ತು ವಿತರಣೆ	[1163, 1379, 1361, 1399]
divider	[574, 905, 1426, 906]
